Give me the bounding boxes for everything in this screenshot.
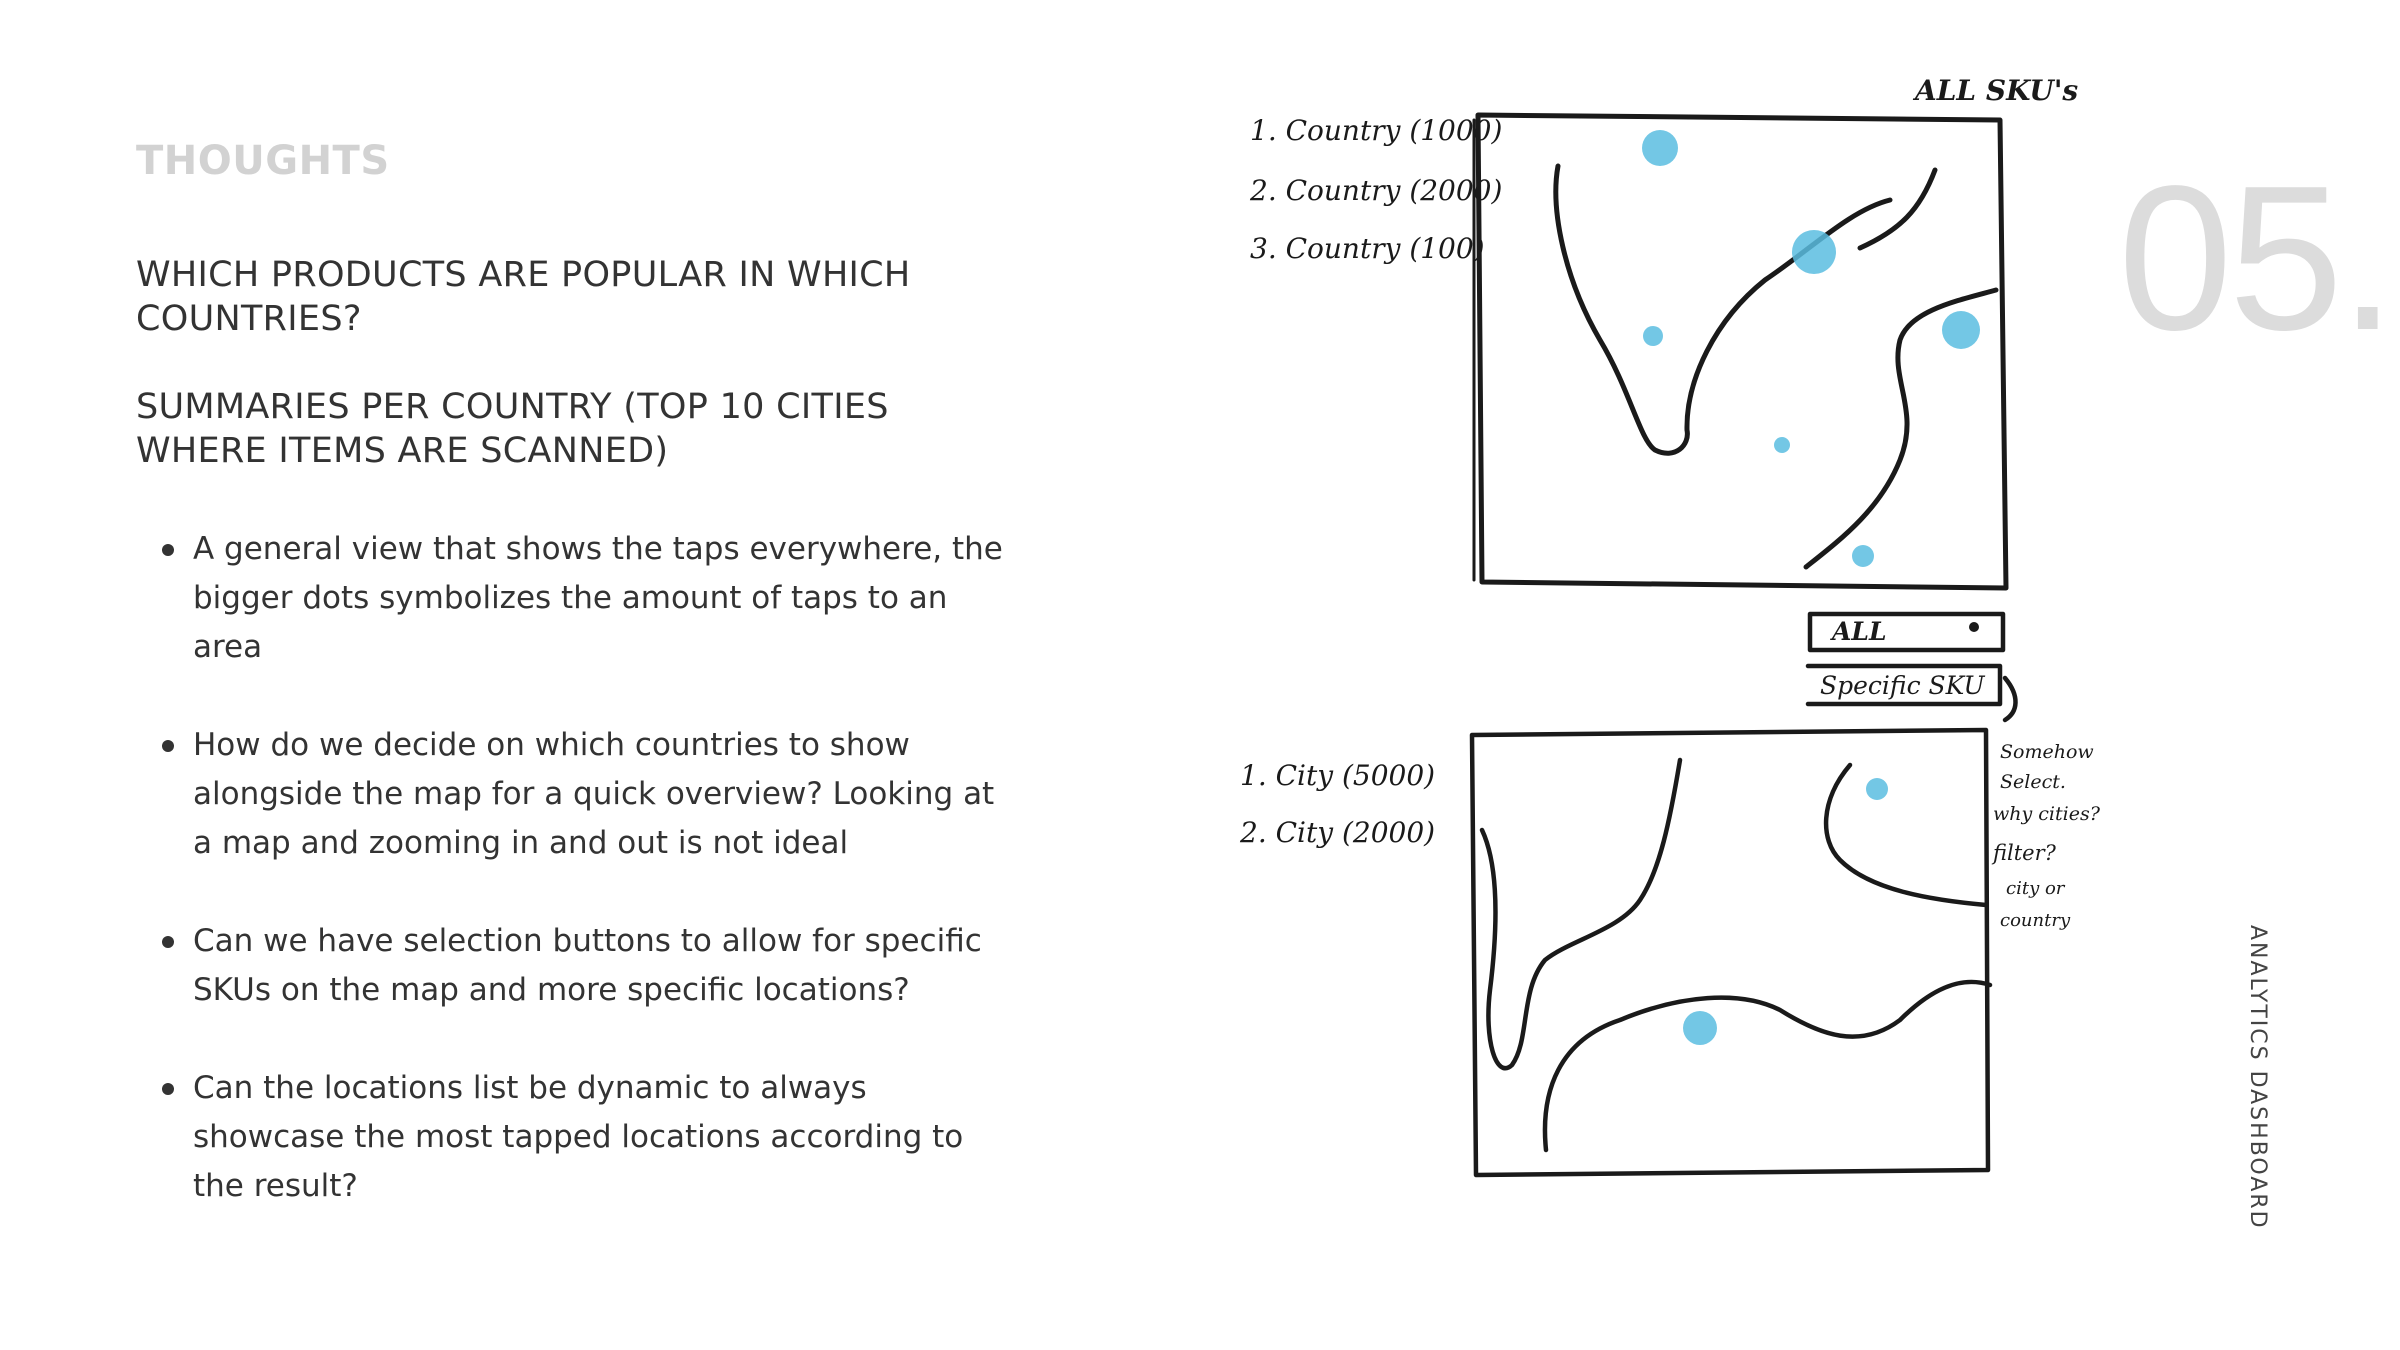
note-line: city or	[2006, 878, 2065, 899]
page-number: 05.	[2118, 143, 2393, 373]
top-map-label: ALL SKU's	[1915, 74, 2079, 107]
list-item-text: A general view that shows the taps everywhere, the bigger dots symbolizes the amount of taps to an area	[193, 531, 1003, 665]
bullet-icon	[162, 1083, 174, 1095]
note-line: country	[2000, 910, 2071, 931]
wireframe-sketch	[1200, 60, 2120, 1230]
tap-dot	[1774, 437, 1790, 453]
note-line: why cities?	[1993, 803, 2100, 825]
city-list-item: 2. City (2000)	[1240, 816, 1436, 849]
thoughts-list	[162, 525, 1022, 1260]
list-item-text: Can we have selection buttons to allow for specific SKUs on the map and more specific locations?	[193, 923, 982, 1008]
list-item	[162, 917, 1022, 1015]
bullet-icon	[162, 740, 174, 752]
radio-dot-icon	[1969, 622, 1979, 632]
country-list-item: 1. Country (1000)	[1250, 114, 1503, 147]
note-line: filter?	[1993, 841, 2056, 865]
note-line: Select.	[2000, 771, 2066, 793]
top-map-coastline	[1556, 166, 1890, 453]
main-question-heading: WHICH PRODUCTS ARE POPULAR IN WHICH COUNTRIES?	[136, 255, 911, 339]
bottom-map-coastline	[1545, 982, 1990, 1150]
tap-dot	[1942, 311, 1980, 349]
section-label: THOUGHTS	[136, 138, 390, 184]
bullet-icon	[162, 936, 174, 948]
sketch-drawing	[1200, 60, 2120, 1230]
tap-dot	[1683, 1011, 1717, 1045]
tap-dot	[1643, 326, 1663, 346]
country-list-item: 2. Country (2000)	[1250, 174, 1503, 207]
city-list-item: 1. City (5000)	[1240, 759, 1436, 792]
summary-heading: SUMMARIES PER COUNTRY (TOP 10 CITIES WHERE ITEMS ARE SCANNED)	[136, 387, 889, 471]
filter-all-label: ALL	[1832, 617, 1887, 646]
bottom-map-frame	[1472, 730, 1988, 1175]
bottom-map-coastline	[1482, 760, 1680, 1068]
note-line: Somehow	[2000, 741, 2094, 763]
list-item	[162, 721, 1022, 868]
list-item-text: How do we decide on which countries to show alongside the map for a quick overview? Looking at a map and zooming in and out is not ideal	[193, 727, 995, 861]
tap-dot	[1852, 545, 1874, 567]
bullet-icon	[162, 544, 174, 556]
list-item	[162, 1064, 1022, 1211]
tap-dot	[1792, 230, 1836, 274]
list-item-text: Can the locations list be dynamic to always showcase the most tapped locations according to the result?	[193, 1070, 964, 1204]
tap-dot	[1866, 778, 1888, 800]
country-list-item: 3. Country (100)	[1250, 232, 1485, 265]
tap-dot	[1642, 130, 1678, 166]
side-label: ANALYTICS DASHBOARD	[2245, 925, 2270, 1230]
bottom-map-coastline	[1826, 765, 1986, 905]
list-item	[162, 525, 1022, 672]
filter-specific-label: Specific SKU	[1820, 671, 1985, 700]
